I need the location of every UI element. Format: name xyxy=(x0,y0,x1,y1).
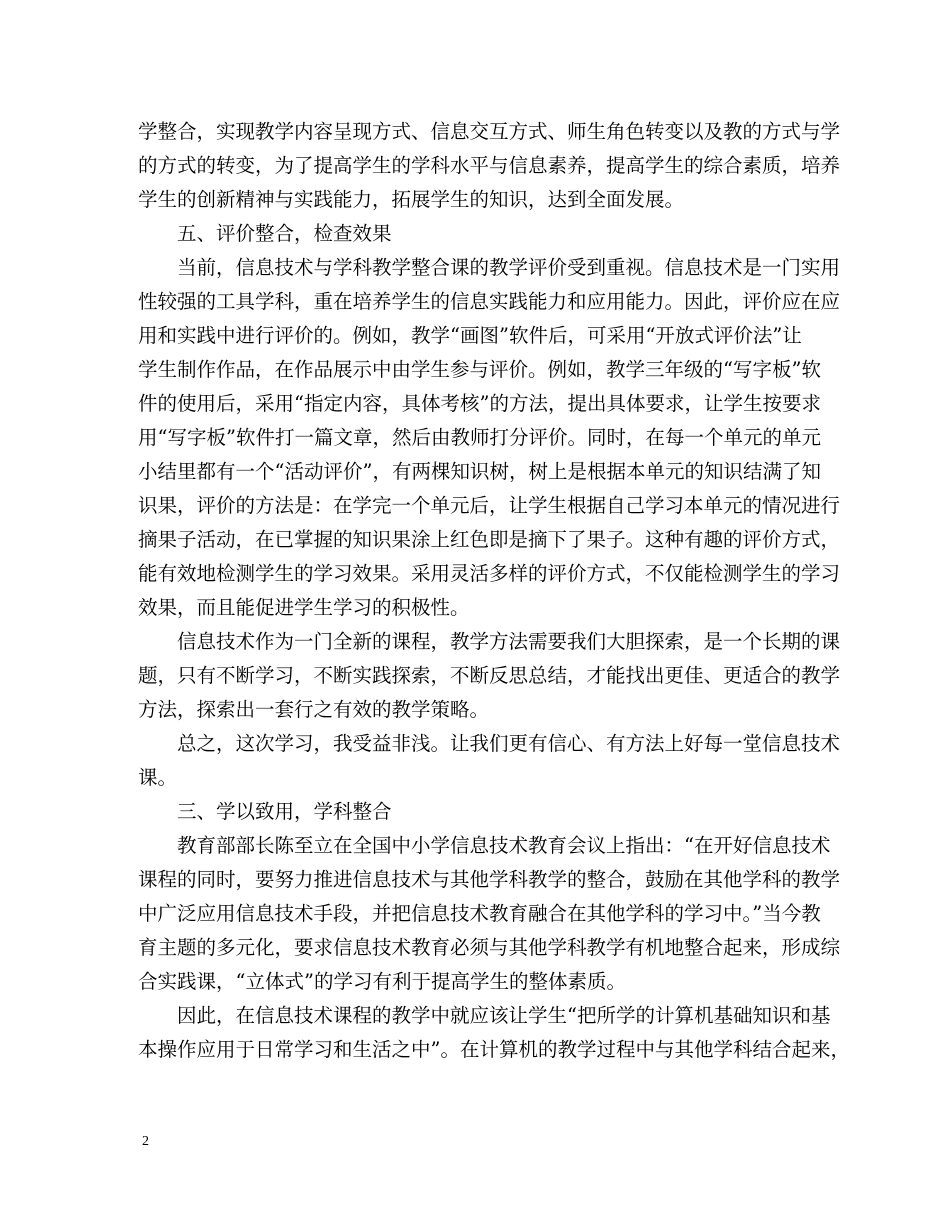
text-line: 学生的创新精神与实践能力，拓展学生的知识，达到全面发展。 xyxy=(138,188,685,211)
text-line: 课。 xyxy=(138,766,178,789)
text-line: 本操作应用于日常学习和生活之中”。在计算机的教学过程中与其他学科结合起来， xyxy=(138,1038,850,1061)
page-number: 2 xyxy=(142,1134,149,1149)
text-line: 因此，在信息技术课程的教学中就应该让学生“把所学的计算机基础知识和基 xyxy=(177,1004,831,1027)
text-line: 识果，评价的方法是：在学完一个单元后，让学生根据自己学习本单元的情况进行 xyxy=(138,494,841,517)
text-line: 能有效地检测学生的学习效果。采用灵活多样的评价方式，不仅能检测学生的学习 xyxy=(138,562,841,585)
text-line: 学生制作作品，在作品展示中由学生参与评价。例如，教学三年级的“写字板”软 xyxy=(138,358,821,381)
text-line: 性较强的工具学科，重在培养学生的信息实践能力和应用能力。因此，评价应在应 xyxy=(138,290,841,313)
text-line: 合实践课，“立体式”的学习有利于提高学生的整体素质。 xyxy=(138,970,626,993)
text-line: 件的使用后，采用“指定内容，具体考核”的方法，提出具体要求，让学生按要求 xyxy=(138,392,821,415)
text-line: 信息技术作为一门全新的课程，教学方法需要我们大胆探索，是一个长期的课 xyxy=(177,630,841,653)
text-line: 小结里都有一个“活动评价”，有两棵知识树，树上是根据本单元的知识结满了知 xyxy=(138,460,821,483)
text-line: 课程的同时，要努力推进信息技术与其他学科教学的整合，鼓励在其他学科的教学 xyxy=(138,868,841,891)
text-line: 题，只有不断学习，不断实践探索，不断反思总结，才能找出更佳、更适合的教学 xyxy=(138,664,841,687)
text-line: 中广泛应用信息技术手段，并把信息技术教育融合在其他学科的学习中。”当今教 xyxy=(138,902,821,925)
text-line: 育主题的多元化，要求信息技术教育必须与其他学科教学有机地整合起来，形成综 xyxy=(138,936,841,959)
text-line: 用“写字板”软件打一篇文章，然后由教师打分评价。同时，在每一个单元的单元 xyxy=(138,426,821,449)
text-line: 学整合，实现教学内容呈现方式、信息交互方式、师生角色转变以及教的方式与学 xyxy=(138,120,841,143)
text-line: 用和实践中进行评价的。例如，教学“画图”软件后，可采用“开放式评价法”让 xyxy=(138,324,802,347)
text-line: 效果，而且能促进学生学习的积极性。 xyxy=(138,596,470,619)
text-line: 摘果子活动，在已掌握的知识果涂上红色即是摘下了果子。这种有趣的评价方式， xyxy=(138,528,841,551)
text-line: 方法，探索出一套行之有效的教学策略。 xyxy=(138,698,490,721)
text-line: 的方式的转变，为了提高学生的学科水平与信息素养，提高学生的综合素质，培养 xyxy=(138,154,841,177)
text-line: 当前，信息技术与学科教学整合课的教学评价受到重视。信息技术是一门实用 xyxy=(177,256,841,279)
section-heading: 五、评价整合，检查效果 xyxy=(177,222,392,245)
text-line: 总之，这次学习，我受益非浅。让我们更有信心、有方法上好每一堂信息技术 xyxy=(177,732,841,755)
text-line: 教育部部长陈至立在全国中小学信息技术教育会议上指出：“在开好信息技术 xyxy=(177,834,831,857)
section-heading: 三、学以致用，学科整合 xyxy=(177,800,392,823)
